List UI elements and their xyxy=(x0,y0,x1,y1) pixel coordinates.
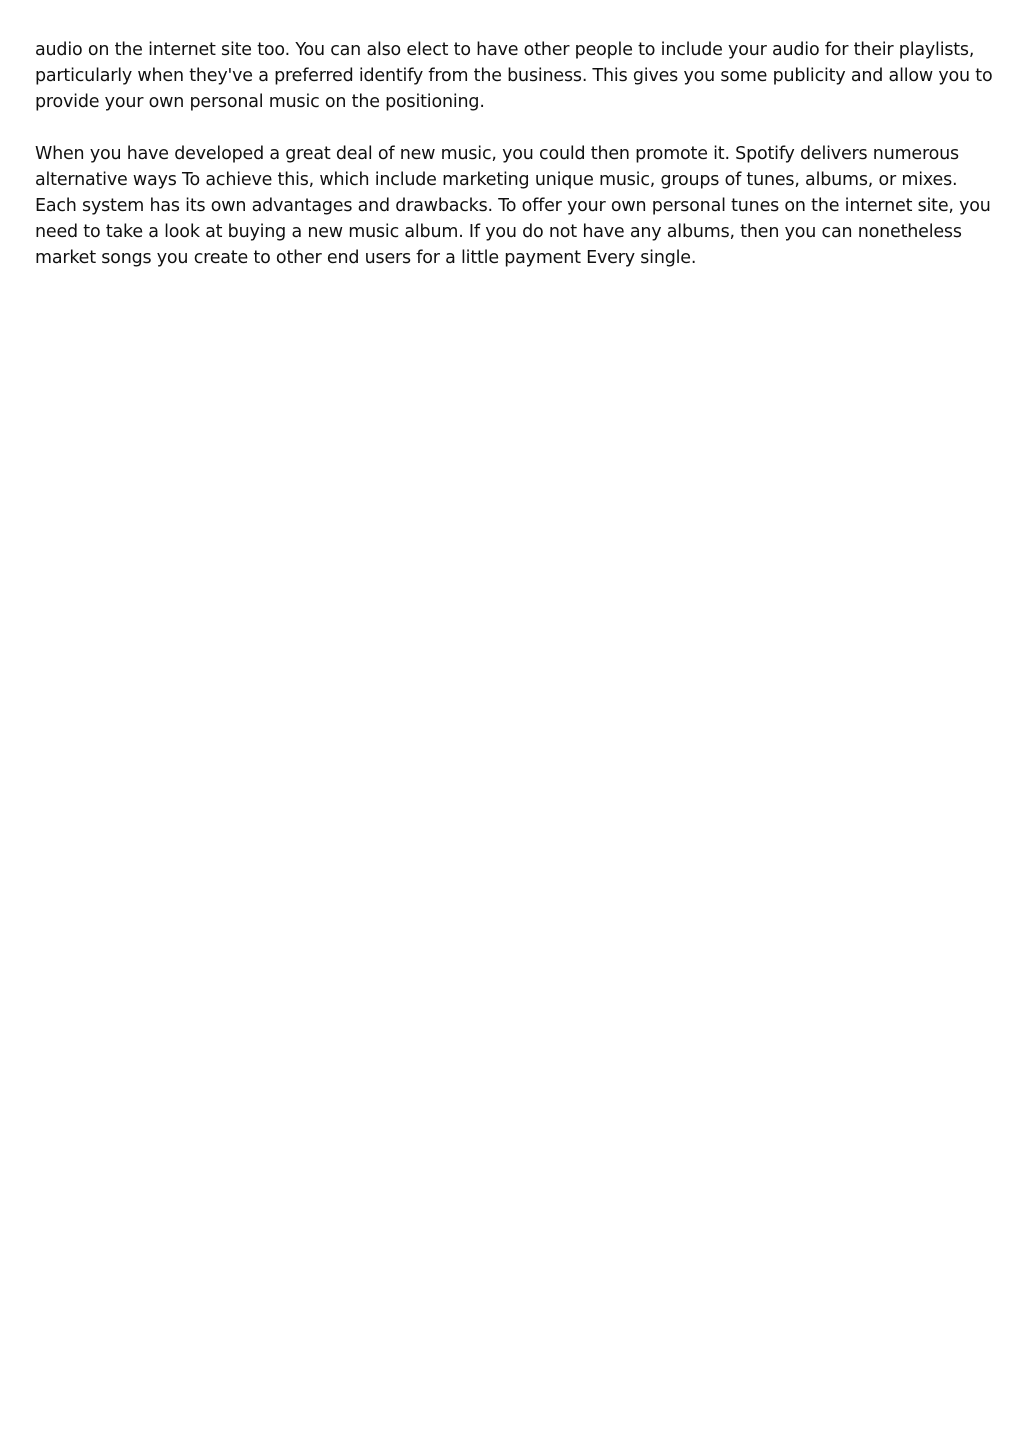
document-body xyxy=(35,37,995,297)
paragraph-2: When you have developed a great deal of new music, you could then promote it. Spotify delivers numerous alternative ways To achieve this, which include marketing unique music, groups of tunes, albums, or mixes. Each system has its own advantages and drawbacks. To offer your own personal tunes on the internet site, you need to take a look at buying a new music album. If you do not have any albums, then you can nonetheless market songs you create to other end users for a little payment Every single. xyxy=(35,144,991,268)
paragraph-1: audio on the internet site too. You can also elect to have other people to include your audio for their playlists, particularly when they've a preferred identify from the business. This gives you some publicity and allow you to provide your own personal music on the positioning. xyxy=(35,40,993,112)
